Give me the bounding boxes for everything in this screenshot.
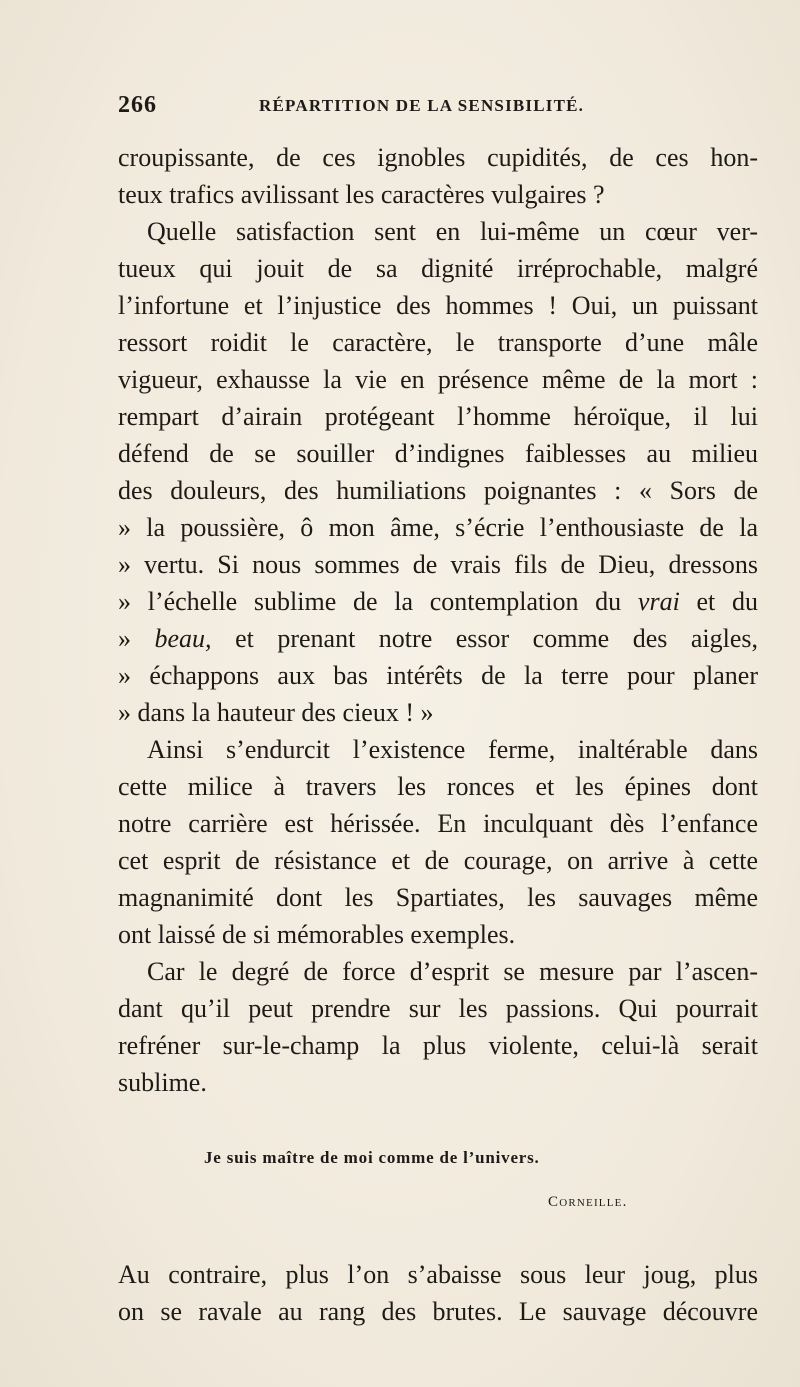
text-line: cette milice à travers les ronces et les épines dont	[118, 772, 758, 801]
text-line: l’infortune et l’injustice des hommes ! Oui, un puissant	[118, 291, 758, 320]
text-line: teux trafics avilissant les caractères vulgaires ?	[118, 180, 605, 209]
text-line: croupissante, de ces ignobles cupidités, de ces hon-	[118, 143, 758, 172]
text-line: vigueur, exhausse la vie en présence même de la mort :	[118, 365, 758, 394]
text-line: sublime.	[118, 1068, 207, 1097]
paragraph-start-line: Car le degré de force d’esprit se mesure par l’ascen-	[147, 957, 758, 986]
quotation-line	[118, 584, 758, 620]
text-line: dant qu’il peut prendre sur les passions. Qui pourrait	[118, 994, 758, 1023]
quotation-text: et prenant notre essor comme des aigles,	[235, 624, 759, 653]
text-line: Au contraire, plus l’on s’abaisse sous leur joug, plus	[118, 1260, 758, 1289]
text-line: ressort roidit le caractère, le transporte d’une mâle	[118, 328, 758, 357]
text-line: des douleurs, des humiliations poignantes : « Sors de	[118, 476, 758, 505]
italic-word-vrai: vrai	[637, 587, 680, 616]
text-line: notre carrière est hérissée. En inculquant dès l’enfance	[118, 809, 758, 838]
page-header	[118, 92, 758, 128]
text-line: refréner sur-le-champ la plus violente, celui-là serait	[118, 1031, 758, 1060]
quotation-line	[118, 621, 758, 657]
italic-word-beau: beau,	[154, 624, 212, 653]
paragraph-start-line: Ainsi s’endurcit l’existence ferme, inaltérable dans	[147, 735, 758, 764]
running-title: RÉPARTITION DE LA SENSIBILITÉ.	[259, 96, 585, 115]
text-line: rempart d’airain protégeant l’homme héroïque, il lui	[118, 402, 758, 431]
page-number: 266	[118, 92, 157, 118]
author-name: Corneille.	[548, 1194, 628, 1210]
quotation-text: et du	[696, 587, 758, 616]
quotation-line: » échappons aux bas intérêts de la terre pour planer	[118, 661, 758, 690]
epigraph-quote: Je suis maître de moi comme de l’univers.	[204, 1148, 540, 1167]
quotation-text: » l’échelle sublime de la contemplation du	[118, 587, 622, 616]
text-line: ont laissé de si mémorables exemples.	[118, 920, 516, 949]
guillemet: »	[118, 624, 131, 653]
text-line: magnanimité dont les Spartiates, les sauvages même	[118, 883, 758, 912]
text-line: on se ravale au rang des brutes. Le sauvage découvre	[118, 1297, 758, 1326]
text-line: tueux qui jouit de sa dignité irréprochable, malgré	[118, 254, 758, 283]
epigraph-author	[548, 1194, 628, 1211]
quotation-line: » dans la hauteur des cieux ! »	[118, 698, 434, 727]
text-line: défend de se souiller d’indignes faiblesses au milieu	[118, 439, 758, 468]
text-line: cet esprit de résistance et de courage, on arrive à cette	[118, 846, 758, 875]
paragraph-start-line: Quelle satisfaction sent en lui-même un cœur ver-	[147, 217, 758, 246]
quotation-line: » vertu. Si nous sommes de vrais fils de Dieu, dressons	[118, 550, 758, 579]
quotation-line: » la poussière, ô mon âme, s’écrie l’enthousiaste de la	[118, 513, 758, 542]
